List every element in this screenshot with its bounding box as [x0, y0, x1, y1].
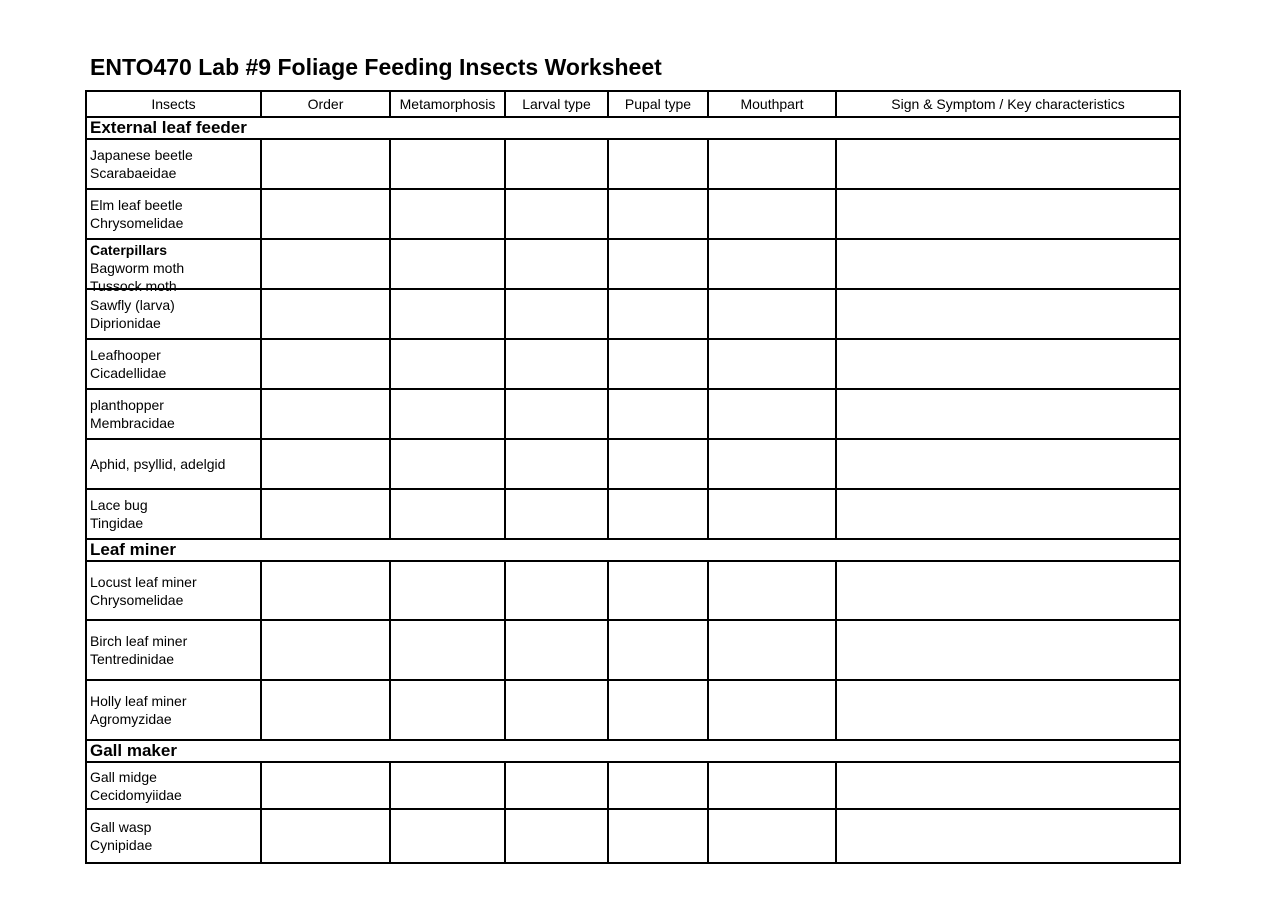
sign-symptom-cell[interactable]: [836, 809, 1180, 863]
column-header-insects: Insects: [86, 91, 261, 117]
sign-symptom-cell[interactable]: [836, 762, 1180, 809]
larval-type-cell[interactable]: [505, 189, 608, 239]
table-row: [86, 139, 1180, 189]
insect-name: Gall midge: [90, 768, 157, 785]
order-cell[interactable]: [261, 680, 390, 740]
mouthpart-cell[interactable]: [708, 809, 836, 863]
sign-symptom-cell[interactable]: [836, 389, 1180, 439]
mouthpart-cell[interactable]: [708, 489, 836, 539]
metamorphosis-cell[interactable]: [390, 239, 505, 289]
metamorphosis-cell[interactable]: [390, 680, 505, 740]
mouthpart-cell[interactable]: [708, 561, 836, 620]
table-row: [86, 489, 1180, 539]
larval-type-cell[interactable]: [505, 139, 608, 189]
order-cell[interactable]: [261, 762, 390, 809]
insect-name: Locust leaf miner: [90, 573, 197, 590]
column-header-pupal-type: Pupal type: [608, 91, 708, 117]
insect-family: Chrysomelidae: [90, 215, 184, 231]
mouthpart-cell[interactable]: [708, 762, 836, 809]
column-header-metamorphosis: Metamorphosis: [390, 91, 505, 117]
section-heading: Leaf miner: [86, 539, 1180, 561]
larval-type-cell[interactable]: [505, 809, 608, 863]
metamorphosis-cell[interactable]: [390, 620, 505, 680]
mouthpart-cell[interactable]: [708, 439, 836, 489]
insect-name: Lace bug: [90, 497, 148, 513]
mouthpart-cell[interactable]: [708, 389, 836, 439]
pupal-type-cell[interactable]: [608, 439, 708, 489]
insect-cell: [86, 620, 261, 680]
larval-type-cell[interactable]: [505, 339, 608, 389]
column-header-order: Order: [261, 91, 390, 117]
metamorphosis-cell[interactable]: [390, 762, 505, 809]
larval-type-cell[interactable]: [505, 620, 608, 680]
table-row: [86, 339, 1180, 389]
column-header-sign-symptom: Sign & Symptom / Key characteristics: [836, 91, 1180, 117]
section-row-external-leaf-feeder: [86, 117, 1180, 139]
table-row: [86, 239, 1180, 289]
insect-cell: [86, 809, 261, 863]
table-row: [86, 389, 1180, 439]
mouthpart-cell[interactable]: [708, 239, 836, 289]
table-row: [86, 809, 1180, 863]
order-cell[interactable]: [261, 339, 390, 389]
insect-group-label: Caterpillars: [90, 242, 168, 258]
order-cell[interactable]: [261, 620, 390, 680]
metamorphosis-cell[interactable]: [390, 189, 505, 239]
pupal-type-cell[interactable]: [608, 762, 708, 809]
sign-symptom-cell[interactable]: [836, 620, 1180, 680]
order-cell[interactable]: [261, 189, 390, 239]
column-header-mouthpart: Mouthpart: [708, 91, 836, 117]
column-header-larval-type: Larval type: [505, 91, 608, 117]
mouthpart-cell[interactable]: [708, 620, 836, 680]
sign-symptom-cell[interactable]: [836, 489, 1180, 539]
sign-symptom-cell[interactable]: [836, 439, 1180, 489]
sign-symptom-cell[interactable]: [836, 680, 1180, 740]
pupal-type-cell[interactable]: [608, 620, 708, 680]
insect-family: Diprionidae: [90, 315, 161, 331]
pupal-type-cell[interactable]: [608, 339, 708, 389]
sign-symptom-cell[interactable]: [836, 561, 1180, 620]
page-title: ENTO470 Lab #9 Foliage Feeding Insects Worksheet: [90, 54, 662, 80]
sign-symptom-cell[interactable]: [836, 339, 1180, 389]
insect-name: Elm leaf beetle: [90, 197, 183, 213]
insect-cell: [86, 339, 261, 389]
order-cell[interactable]: [261, 489, 390, 539]
metamorphosis-cell[interactable]: [390, 489, 505, 539]
insect-cell: [86, 680, 261, 740]
insect-name: Leafhooper: [90, 347, 161, 363]
insect-cell: [86, 489, 261, 539]
insect-family: Chrysomelidae: [90, 591, 184, 608]
insect-name: Aphid, psyllid, adelgid: [90, 456, 226, 472]
metamorphosis-cell[interactable]: [390, 389, 505, 439]
insect-name: Birch leaf miner: [90, 633, 188, 649]
insect-name: Japanese beetle: [90, 147, 193, 163]
insect-family: Cynipidae: [90, 837, 153, 853]
table-row: [86, 561, 1180, 620]
section-heading: Gall maker: [86, 740, 1180, 762]
metamorphosis-cell[interactable]: [390, 439, 505, 489]
insect-family: Membracidae: [90, 415, 175, 431]
pupal-type-cell[interactable]: [608, 489, 708, 539]
mouthpart-cell[interactable]: [708, 289, 836, 339]
order-cell[interactable]: [261, 561, 390, 620]
insect-name: Sawfly (larva): [90, 297, 175, 313]
insect-cell: [86, 561, 261, 620]
order-cell[interactable]: [261, 289, 390, 339]
table-row: [86, 189, 1180, 239]
larval-type-cell[interactable]: [505, 439, 608, 489]
order-cell[interactable]: [261, 239, 390, 289]
section-row-leaf-miner: [86, 539, 1180, 561]
pupal-type-cell[interactable]: [608, 680, 708, 740]
insect-name: Holly leaf miner: [90, 693, 187, 709]
metamorphosis-cell[interactable]: [390, 139, 505, 189]
mouthpart-cell[interactable]: [708, 680, 836, 740]
sign-symptom-cell[interactable]: [836, 139, 1180, 189]
larval-type-cell[interactable]: [505, 289, 608, 339]
metamorphosis-cell[interactable]: [390, 289, 505, 339]
sign-symptom-cell[interactable]: [836, 189, 1180, 239]
insect-name: Gall wasp: [90, 819, 152, 835]
larval-type-cell[interactable]: [505, 389, 608, 439]
order-cell[interactable]: [261, 139, 390, 189]
larval-type-cell[interactable]: [505, 561, 608, 620]
insect-name: Bagworm moth: [90, 260, 185, 276]
insect-cell: [86, 289, 261, 339]
pupal-type-cell[interactable]: [608, 239, 708, 289]
insect-cell: [86, 239, 261, 294]
pupal-type-cell[interactable]: [608, 189, 708, 239]
insect-cell: [86, 439, 261, 489]
table-row: [86, 680, 1180, 740]
insect-family: Scarabaeidae: [90, 165, 177, 181]
table-row: [86, 289, 1180, 339]
section-heading: External leaf feeder: [86, 117, 1180, 139]
order-cell[interactable]: [261, 439, 390, 489]
pupal-type-cell[interactable]: [608, 809, 708, 863]
insect-cell: [86, 762, 261, 809]
insect-family: Agromyzidae: [90, 711, 172, 727]
table-row: [86, 620, 1180, 680]
insect-family: Tussock moth: [90, 278, 177, 294]
pupal-type-cell[interactable]: [608, 289, 708, 339]
table-row: [86, 439, 1180, 489]
insect-family: Cicadellidae: [90, 365, 167, 381]
larval-type-cell[interactable]: [505, 239, 608, 289]
worksheet-table: [85, 90, 1181, 864]
insect-family: Tingidae: [90, 515, 144, 531]
pupal-type-cell[interactable]: [608, 139, 708, 189]
mouthpart-cell[interactable]: [708, 139, 836, 189]
metamorphosis-cell[interactable]: [390, 561, 505, 620]
larval-type-cell[interactable]: [505, 489, 608, 539]
mouthpart-cell[interactable]: [708, 189, 836, 239]
pupal-type-cell[interactable]: [608, 389, 708, 439]
insect-family: Cecidomyiidae: [90, 786, 182, 803]
larval-type-cell[interactable]: [505, 762, 608, 809]
metamorphosis-cell[interactable]: [390, 809, 505, 863]
sign-symptom-cell[interactable]: [836, 289, 1180, 339]
mouthpart-cell[interactable]: [708, 339, 836, 389]
insect-cell: [86, 389, 261, 439]
order-cell[interactable]: [261, 389, 390, 439]
table-row: [86, 762, 1180, 809]
metamorphosis-cell[interactable]: [390, 339, 505, 389]
order-cell[interactable]: [261, 809, 390, 863]
sign-symptom-cell[interactable]: [836, 239, 1180, 289]
insect-name: planthopper: [90, 397, 164, 413]
insect-cell: [86, 189, 261, 239]
insect-family: Tentredinidae: [90, 651, 175, 667]
larval-type-cell[interactable]: [505, 680, 608, 740]
section-row-gall-maker: [86, 740, 1180, 762]
worksheet-table-container: [85, 90, 1179, 864]
header-row: [86, 91, 1180, 117]
pupal-type-cell[interactable]: [608, 561, 708, 620]
insect-cell: [86, 139, 261, 189]
